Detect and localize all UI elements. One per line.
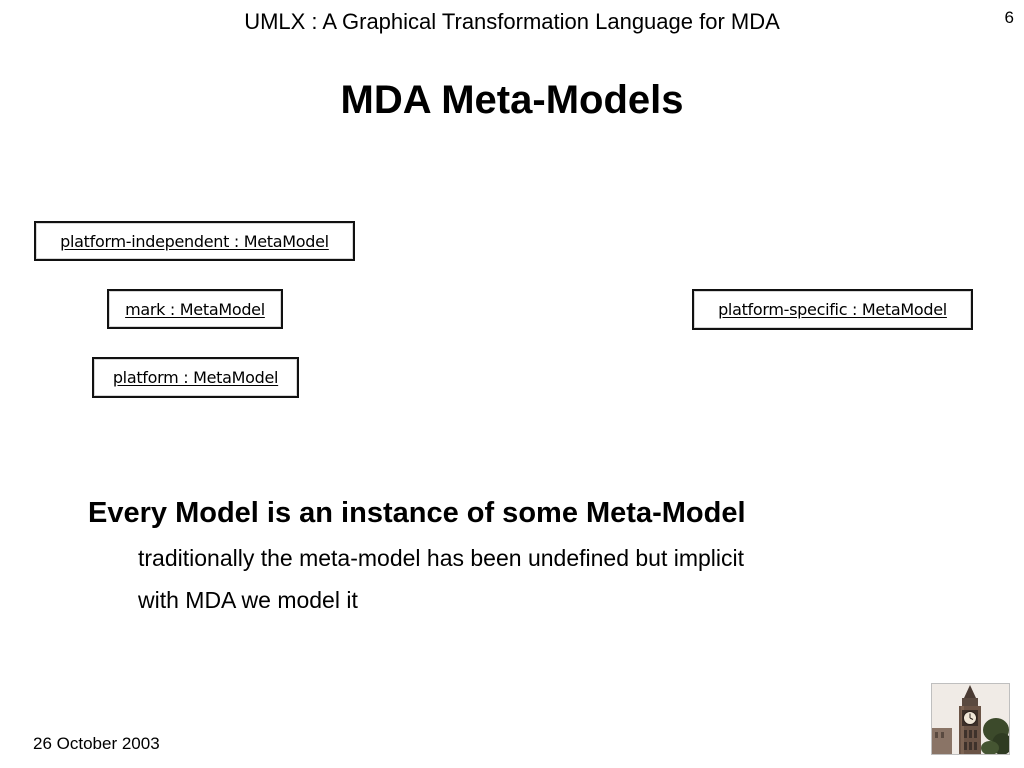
- metamodel-box-label: mark : MetaModel: [125, 299, 265, 319]
- metamodel-box-label: platform : MetaModel: [112, 368, 279, 387]
- big-ben-logo-icon: [931, 683, 1010, 755]
- metamodel-box-mark: [107, 289, 283, 329]
- metamodel-box-label: platform-specific : MetaModel: [718, 300, 947, 319]
- bullet-sub: with MDA we model it: [138, 587, 358, 613]
- page-number: 6: [1004, 8, 1014, 27]
- metamodel-box-platform: [92, 357, 299, 398]
- bullet-sub: traditionally the meta-model has been undefined but implicit: [138, 545, 745, 571]
- header-title: UMLX : A Graphical Transformation Language for MDA: [244, 9, 780, 34]
- metamodel-box-platform-independent: [34, 221, 355, 261]
- big-ben-clock-tower-icon: [932, 684, 1009, 754]
- metamodel-box-label: platform-independent : MetaModel: [60, 231, 329, 251]
- metamodel-box-platform-specific: [692, 289, 973, 330]
- bullet-main: Every Model is an instance of some Meta-Model: [88, 497, 746, 529]
- footer-date: 26 October 2003: [33, 734, 160, 753]
- slide-title: MDA Meta-Models: [340, 78, 684, 122]
